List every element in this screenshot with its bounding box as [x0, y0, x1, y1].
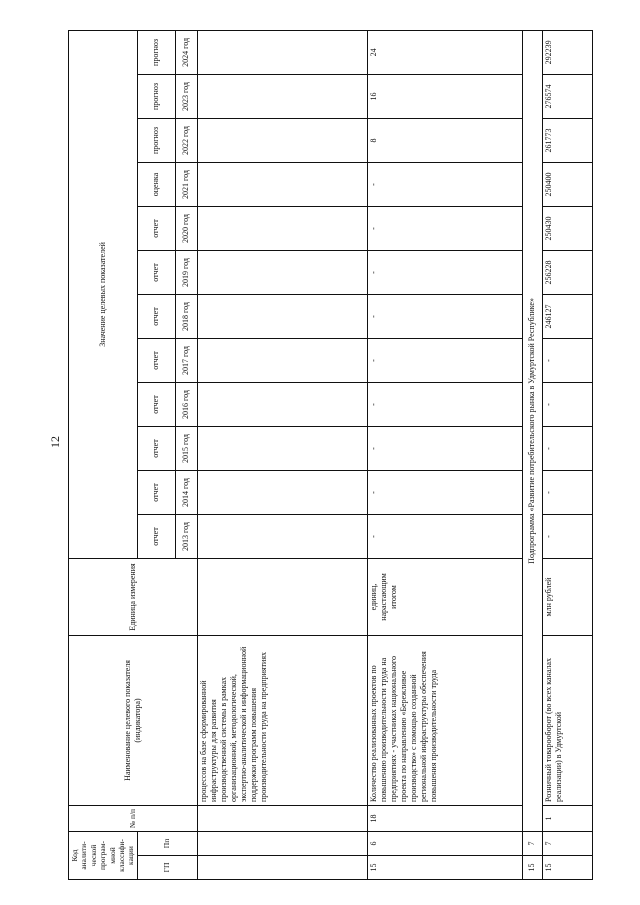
- header-status-2014: отчет: [137, 471, 175, 515]
- subprogram-pp: 7: [522, 832, 542, 856]
- row-value-2019: [197, 251, 367, 295]
- row-value-2023: [197, 75, 367, 119]
- row-gp: [197, 856, 367, 880]
- row-value-2015: -: [542, 427, 592, 471]
- row-value-2020: [197, 207, 367, 251]
- row-value-2014: -: [367, 471, 522, 515]
- header-status-2019: отчет: [137, 251, 175, 295]
- row-unit: [197, 559, 367, 636]
- header-year-2021: 2021 год: [175, 163, 197, 207]
- row-pp: 7: [542, 832, 592, 856]
- header-status-2017: отчет: [137, 339, 175, 383]
- row-value-2015: [197, 427, 367, 471]
- header-status-2020: отчет: [137, 207, 175, 251]
- row-value-2023: 276574: [542, 75, 592, 119]
- header-status-2022: прогноз: [137, 119, 175, 163]
- row-value-2024: 24: [367, 30, 522, 74]
- row-value-2021: 250400: [542, 163, 592, 207]
- header-year-2023: 2023 год: [175, 75, 197, 119]
- header-status-2023: прогноз: [137, 75, 175, 119]
- header-status-2024: прогноз: [137, 30, 175, 74]
- header-year-2014: 2014 год: [175, 471, 197, 515]
- row-value-2019: -: [367, 251, 522, 295]
- row-value-2014: -: [542, 471, 592, 515]
- header-status-2018: отчет: [137, 295, 175, 339]
- row-value-2018: -: [367, 295, 522, 339]
- header-year-2024: 2024 год: [175, 30, 197, 74]
- table-row: [542, 30, 592, 879]
- row-value-2018: [197, 295, 367, 339]
- row-value-2018: 246127: [542, 295, 592, 339]
- row-value-2023: 16: [367, 75, 522, 119]
- row-unit: единиц, нарастающим итогом: [367, 559, 522, 636]
- header-status-2021: оценка: [137, 163, 175, 207]
- header-indicator-name: Наименование целевого показателя (индикатора): [69, 636, 198, 806]
- header-pp: Пп: [137, 832, 197, 856]
- header-num: № п/п: [69, 806, 198, 832]
- row-value-2016: [197, 383, 367, 427]
- subprogram-row: [522, 30, 542, 879]
- row-value-2020: -: [367, 207, 522, 251]
- rotated-table-stage: [0, 25, 563, 905]
- header-year-2015: 2015 год: [175, 427, 197, 471]
- row-value-2013: -: [542, 515, 592, 559]
- row-num: 1: [542, 806, 592, 832]
- row-value-2021: [197, 163, 367, 207]
- header-year-2016: 2016 год: [175, 383, 197, 427]
- header-year-2017: 2017 год: [175, 339, 197, 383]
- row-value-2016: -: [367, 383, 522, 427]
- row-value-2022: [197, 119, 367, 163]
- row-pp: 6: [367, 832, 522, 856]
- header-status-2015: отчет: [137, 427, 175, 471]
- row-value-2016: -: [542, 383, 592, 427]
- row-indicator-name: процессов на базе сформированной инфраструктуры для развития производственной системы в рамках организационной, методологической, экспертно-аналитической и информационной поддержки программ повышения производительности труда на предприятиях: [197, 636, 367, 806]
- header-year-2022: 2022 год: [175, 119, 197, 163]
- row-indicator-name: Количество реализованных проектов по повышению производительности труда на предприятиях - участниках национального проекта по направлению «Бережливое производство» с помощью созданной региональной инфраструктуры обеспечения повышения производительности труда: [367, 636, 522, 806]
- header-year-2013: 2013 год: [175, 515, 197, 559]
- row-value-2014: [197, 471, 367, 515]
- row-indicator-name: Розничный товарооборот (во всех каналах реализации) в Удмуртской: [542, 636, 592, 806]
- header-year-2018: 2018 год: [175, 295, 197, 339]
- row-unit: млн рублей: [542, 559, 592, 636]
- row-value-2024: [197, 30, 367, 74]
- header-code-group: Код аналити-ческой програм-мной классифи-кации: [69, 832, 138, 880]
- row-value-2013: -: [367, 515, 522, 559]
- header-year-2020: 2020 год: [175, 207, 197, 251]
- header-status-2016: отчет: [137, 383, 175, 427]
- row-value-2022: 8: [367, 119, 522, 163]
- page-number: 12: [48, 436, 62, 448]
- row-value-2020: 250430: [542, 207, 592, 251]
- table-row: [367, 30, 522, 879]
- row-gp: 15: [367, 856, 522, 880]
- indicators-table: [68, 30, 593, 880]
- header-values-group: Значение целевых показателей: [69, 30, 138, 558]
- row-num: 18: [367, 806, 522, 832]
- row-value-2017: [197, 339, 367, 383]
- row-value-2015: -: [367, 427, 522, 471]
- row-value-2021: -: [367, 163, 522, 207]
- row-gp: 15: [542, 856, 592, 880]
- header-year-2019: 2019 год: [175, 251, 197, 295]
- table-row: [197, 30, 367, 879]
- row-value-2022: 261773: [542, 119, 592, 163]
- subprogram-gp: 15: [522, 856, 542, 880]
- subprogram-title: Подпрограмма «Развитие потребительского рынка в Удмуртской Республике»: [522, 30, 542, 831]
- row-value-2017: -: [542, 339, 592, 383]
- row-value-2024: 292239: [542, 30, 592, 74]
- row-value-2017: -: [367, 339, 522, 383]
- header-unit: Единица измерения: [69, 559, 198, 636]
- row-value-2013: [197, 515, 367, 559]
- header-gp: ГП: [137, 856, 197, 880]
- row-pp: [197, 832, 367, 856]
- row-num: [197, 806, 367, 832]
- header-status-2013: отчет: [137, 515, 175, 559]
- row-value-2019: 256228: [542, 251, 592, 295]
